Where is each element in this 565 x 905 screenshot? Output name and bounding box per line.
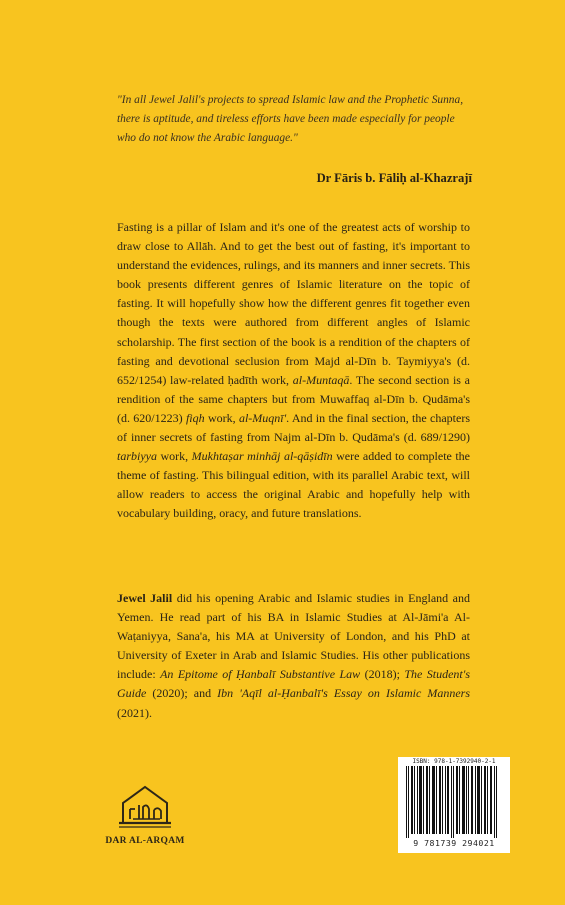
endorsement-attribution: Dr Fāris b. Fāliḥ al-Khazrajī	[316, 171, 472, 185]
book-description	[117, 218, 470, 524]
bio-title-essay: Ibn 'Aqīl al-Ḥanbalī's Essay on Islamic Manners	[217, 686, 470, 701]
blurb-text-6: were added to complete the theme of fasting. This bilingual edition, with its parallel Arabic text, will allow readers to access the original Arabic and hopefully help with vocabulary building, oracy, and future translations.	[117, 449, 470, 521]
publisher-emblem-icon	[113, 783, 177, 829]
blurb-term-fiqh: fiqh	[185, 410, 205, 425]
bio-text-4: (2021).	[117, 705, 152, 720]
blurb-text-3: work,	[204, 410, 239, 425]
blurb-title-muntaqa: al-Muntaqā	[292, 372, 350, 387]
blurb-text-1: Fasting is a pillar of Islam and it's one of the greatest acts of worship to draw close to Allāh. And to get the best out of fasting, it's important to understand the evidences, rulings, and its manners and inner secrets. This book presents different genres of Islamic literature on the topic of fasting. It will hopefully show how the different genres fit together even though the texts were authored from different angles of Islamic scholarship. The first section of the book is a rendition of the chapters of fasting and devotional seclusion from Majd al-Dīn b. Taymiyya's (d. 652/1254) law-related ḥadīth work,	[117, 220, 470, 387]
isbn-label: ISBN: 978-1-7392940-2-1	[412, 758, 496, 765]
barcode-number: 9 781739 294021	[413, 838, 495, 848]
blurb-title-mukhtasar: Mukhtaṣar minhāj al-qāṣidīn	[191, 449, 333, 464]
barcode-bars	[404, 766, 504, 838]
blurb-title-muqni: al-Muqnī'	[238, 410, 287, 425]
isbn-barcode	[398, 757, 510, 853]
author-bio	[117, 589, 470, 723]
blurb-term-tarbiyya: tarbiyya	[117, 449, 157, 464]
bio-title-students-guide: The Student's Guide	[117, 667, 470, 701]
publisher-logo	[99, 783, 191, 846]
bio-title-epitome: An Epitome of Ḥanbalī Substantive Law	[160, 667, 361, 682]
endorsement-quote: "In all Jewel Jalil's projects to spread Islamic law and the Prophetic Sunna, there is aptitude, and tireless efforts have been made especially for people who do not know the Arabic language."	[117, 94, 464, 144]
publisher-name: DAR AL-ARQAM	[105, 836, 185, 846]
author-name: Jewel Jalil	[117, 591, 173, 605]
bio-text-3: (2020); and	[146, 686, 218, 701]
bio-text-1: did his opening Arabic and Islamic studies in England and Yemen. He read part of his BA in Islamic Studies at Al-Jāmi'a Al-Waṭaniyya, Sana'a, his MA at University of London, and his PhD at University of Exeter in Arab and Islamic Studies. His other publications include:	[117, 591, 471, 682]
bio-text-2: (2018);	[360, 667, 405, 682]
blurb-text-5: work,	[157, 449, 192, 464]
blurb-text-2: . The second section is a rendition of the same chapters but from Muwaffaq al-Dīn b. Qudāma's (d. 620/1223)	[117, 372, 470, 425]
blurb-text-4: . And in the final section, the chapters of inner secrets of fasting from Najm al-Dīn b. Qudāma's (d. 689/1290)	[117, 410, 470, 445]
